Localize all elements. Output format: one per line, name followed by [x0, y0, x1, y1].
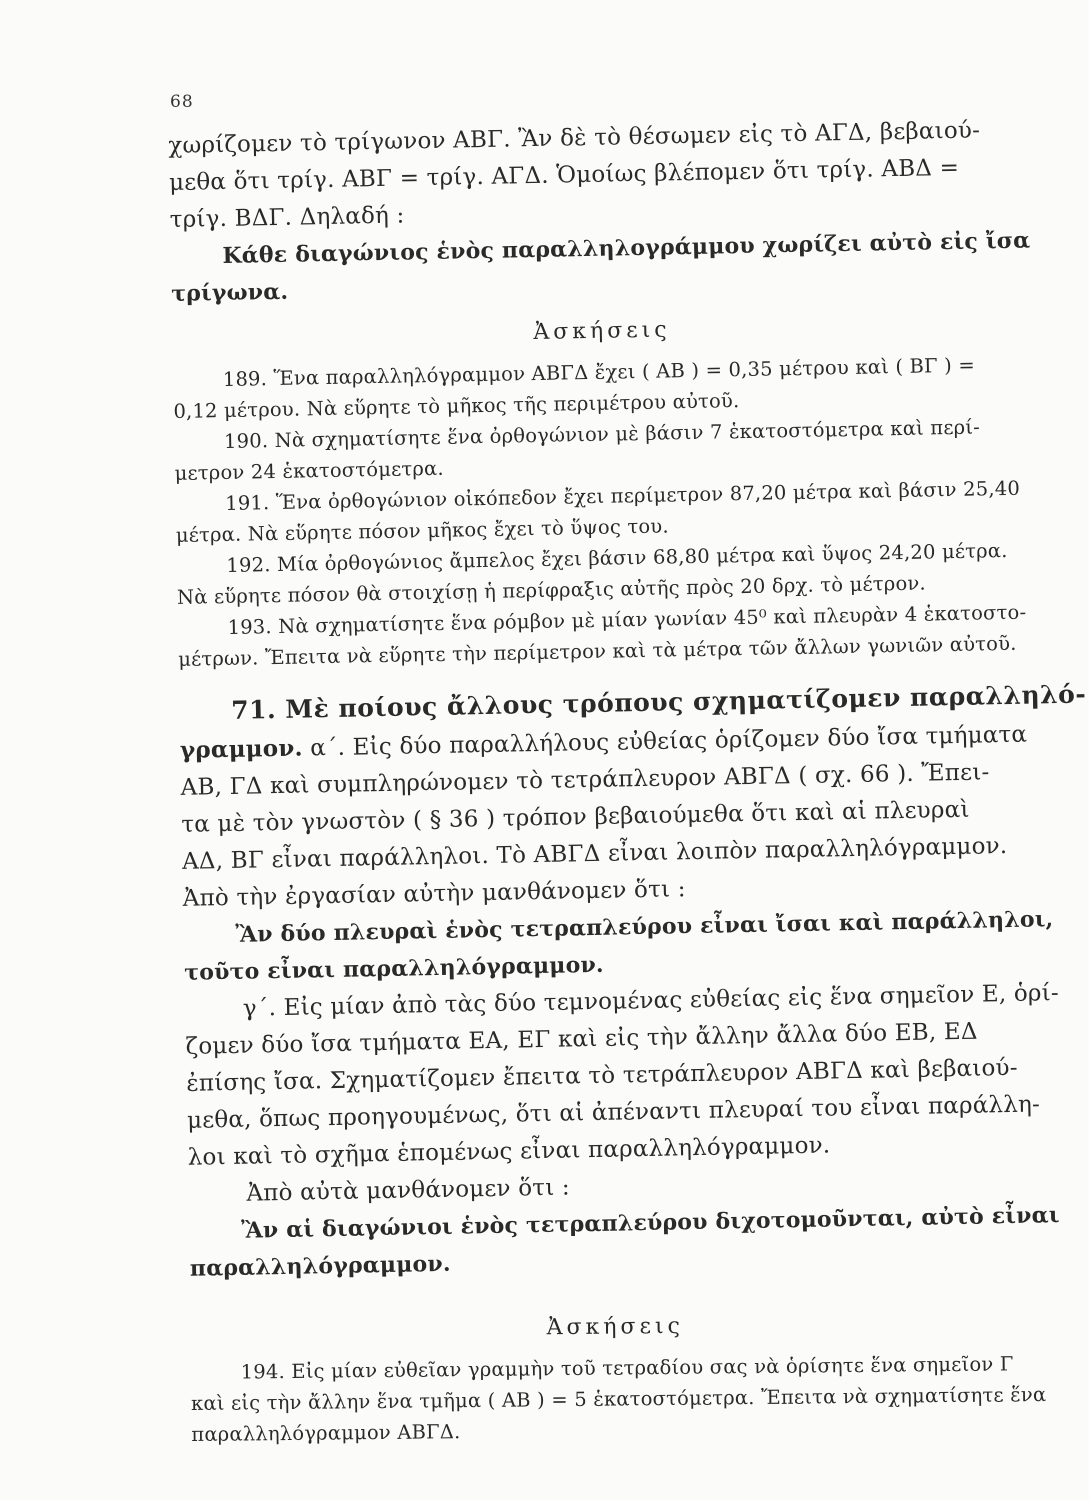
paragraph-line: Ἀπὸ τὴν ἐργασίαν αὐτὴν μανθάνομεν ὅτι :: [182, 876, 686, 912]
exercise-item: 193. Νὰ σχηματίσητε ἕνα ρόμβον μὲ μίαν γωνίαν 45⁰ καὶ πλευρὰν 4 ἑκατοστο-: [227, 600, 1027, 639]
section-title-continuation: γραμμον.: [179, 734, 303, 764]
exercise-item: μέτρων. Ἔπειτα νὰ εὕρητε τὴν περίμετρον καὶ τὰ μέτρα τῶν ἄλλων γωνιῶν αὐτοῦ.: [177, 631, 1017, 671]
paragraph-line: Ἀπὸ αὐτὰ μανθάνομεν ὅτι :: [246, 1174, 571, 1207]
paragraph-line: ΑΔ, ΒΓ εἶναι παράλληλοι. Τὸ ΑΒΓΔ εἶναι λοιπὸν παραλληλόγραμμον.: [181, 833, 1008, 875]
exercise-item: 0,12 μέτρου. Νὰ εὕρητε τὸ μῆκος τῆς περιμέτρου αὐτοῦ.: [173, 389, 740, 423]
exercises-heading: Ἀσκήσεις: [546, 1313, 684, 1341]
exercises-heading: Ἀσκήσεις: [533, 317, 671, 346]
rule-statement: Ἂν δύο πλευραὶ ἑνὸς τετραπλεύρου εἶναι ἴσαι καὶ παράλληλοι,: [235, 906, 1054, 948]
exercise-item: καὶ εἰς τὴν ἄλλην ἕνα τμῆμα ( ΑΒ ) = 5 ἑκατοστόμετρα. Ἔπειτα νὰ σχηματίσητε ἕνα: [190, 1383, 1047, 1415]
paragraph-line: μεθα, ὅπως προηγουμένως, ὅτι αἱ ἀπέναντι πλευραί του εἶναι παράλλη-: [186, 1091, 1041, 1134]
rule-statement: τοῦτο εἶναι παραλληλόγραμμον.: [183, 951, 605, 986]
exercise-item: 190. Νὰ σχηματίσητε ἕνα ὀρθογώνιον μὲ βάσιν 7 ἑκατοστόμετρα καὶ περί-: [223, 415, 981, 453]
paragraph-line: ζομεν δύο ἴσα τμήματα ΕΑ, ΕΓ καὶ εἰς τὴν ἄλλην ἄλλα δύο ΕΒ, ΕΔ: [185, 1018, 978, 1060]
exercise-item: 194. Εἰς μίαν εὐθεῖαν γραμμὴν τοῦ τετραδίου σας νὰ ὁρίσητε ἕνα σημεῖον Γ: [240, 1352, 1014, 1384]
exercise-item: μετρον 24 ἑκατοστόμετρα.: [174, 456, 445, 485]
exercise-item: Νὰ εὕρητε πόσον θὰ στοιχίσῃ ἡ περίφραξις αὐτῆς πρὸς 20 δρχ. τὸ μέτρον.: [176, 571, 927, 609]
paragraph-line: μεθα ὅτι τρίγ. ΑΒΓ = τρίγ. ΑΓΔ. Ὁμοίως βλέπομεν ὅτι τρίγ. ΑΒΔ =: [168, 154, 960, 196]
rule-statement: τρίγωνα.: [170, 278, 289, 307]
paragraph-text: α΄. Εἰς δύο παραλλήλους εὐθείας ὁρίζομεν δύο ἴσα τμήματα: [302, 721, 1028, 762]
paragraph-line: τα μὲ τὸν γνωστὸν ( § 36 ) τρόπον βεβαιούμεθα ὅτι καὶ αἱ πλευραὶ: [181, 796, 970, 838]
exercise-list: [173, 348, 1039, 674]
paragraph-line: χωρίζομεν τὸ τρίγωνον ΑΒΓ. Ἂν δὲ τὸ θέσωμεν εἰς τὸ ΑΓΔ, βεβαιού-: [168, 117, 981, 159]
exercise-item: παραλληλόγραμμον ΑΒΓΔ.: [191, 1420, 461, 1446]
paragraph-line: ἐπίσης ἴσα. Σχηματίζομεν ἔπειτα τὸ τετράπλευρον ΑΒΓΔ καὶ βεβαιού-: [186, 1054, 1018, 1097]
rule-statement: Κάθε διαγώνιος ἑνὸς παραλληλογράμμου χωρίζει αὐτὸ εἰς ἴσα: [222, 227, 1031, 269]
exercise-item: 192. Μία ὀρθογώνιος ἄμπελος ἔχει βάσιν 68,80 μέτρα καὶ ὕψος 24,20 μέτρα.: [226, 538, 1008, 577]
paragraph-line: λοι καὶ τὸ σχῆμα ἑπομένως εἶναι παραλληλόγραμμον.: [187, 1132, 831, 1171]
rule-statement: Ἂν αἱ διαγώνιοι ἑνὸς τετραπλεύρου διχοτομοῦνται, αὐτὸ εἶναι: [240, 1202, 1060, 1244]
paragraph-line: τρίγ. ΒΔΓ. Δηλαδή :: [169, 202, 405, 233]
exercises-section-2: [190, 1296, 1047, 1450]
page-number: 68: [170, 92, 194, 112]
section-title-text: 71. Μὲ ποίους ἄλλους τρόπους σχηματίζομεν παραλληλό-: [230, 679, 1087, 725]
page-body: [168, 111, 1087, 1287]
paragraph-line: γ΄. Εἰς μίαν ἀπὸ τὰς δύο τεμνομένας εὐθείας εἰς ἕνα σημεῖον Ε, ὁρί-: [242, 980, 1060, 1022]
exercise-item: 189. Ἕνα παραλληλόγραμμον ΑΒΓΔ ἔχει ( ΑΒ ) = 0,35 μέτρου καὶ ( ΒΓ ) =: [222, 353, 976, 391]
rule-statement: παραλληλόγραμμον.: [189, 1250, 451, 1282]
paragraph-line: ΑΒ, ΓΔ καὶ συμπληρώνομεν τὸ τετράπλευρον ΑΒΓΔ ( σχ. 66 ). Ἔπει-: [180, 759, 990, 801]
exercise-item: μέτρα. Νὰ εὕρητε πόσον μῆκος ἔχει τὸ ὕψος του.: [175, 514, 669, 547]
exercise-item: 191. Ἕνα ὀρθογώνιον οἰκόπεδον ἔχει περίμετρον 87,20 μέτρα καὶ βάσιν 25,40: [224, 476, 1021, 515]
